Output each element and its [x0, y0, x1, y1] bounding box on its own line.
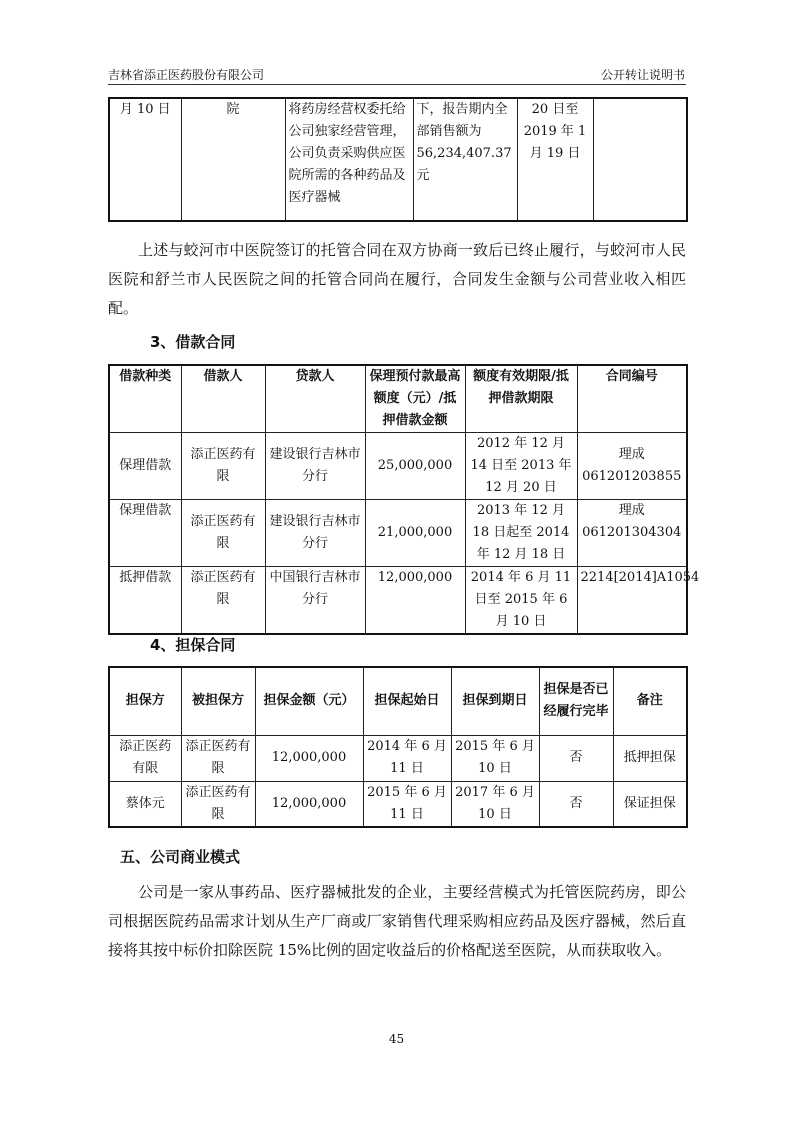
column-header: 担保起始日: [363, 667, 451, 735]
table-cell: 添正医药有限: [181, 567, 265, 635]
column-header: 担保是否已经履行完毕: [539, 667, 613, 735]
column-header: 担保到期日: [451, 667, 539, 735]
table-cell: 保理借款: [109, 433, 181, 500]
table-cell: 否: [539, 735, 613, 781]
column-header: 担保方: [109, 667, 181, 735]
trust-contract-table-continued: [108, 97, 688, 222]
table-cell: 添正医药有限: [181, 735, 255, 781]
table-cell: 保证担保: [613, 781, 687, 827]
column-header: 贷款人: [265, 365, 365, 433]
column-header: 借款种类: [109, 365, 181, 433]
table-row: [109, 567, 687, 635]
table-cell: 建设银行吉林市分行: [265, 433, 365, 500]
table-cell: 将药房经营权委托给公司独家经营管理，公司负责采购供应医院所需的各种药品及医疗器械: [285, 98, 413, 221]
column-header: 被担保方: [181, 667, 255, 735]
table-row: [109, 500, 687, 567]
table-cell: 蔡体元: [109, 781, 181, 827]
table-cell: 2214[2014]A1054: [577, 567, 687, 635]
column-header: 担保金额（元）: [255, 667, 363, 735]
table-cell: 抵押借款: [109, 567, 181, 635]
column-header: 合同编号: [577, 365, 687, 433]
table-cell: 21,000,000: [365, 500, 465, 567]
paragraph-business-model: 公司是一家从事药品、医疗器械批发的企业，主要经营模式为托管医院药房，即公司根据医院药品需求计划从生产厂商或厂家销售代理采购相应药品及医疗器械，然后直接将其按中标价扣除医院 15%比例的固定收益后的价格配送至医院，从而获取收入。: [108, 883, 686, 959]
table-cell: 2014 年 6 月 11 日: [363, 735, 451, 781]
header-rule: [108, 84, 686, 85]
table-cell: 2013 年 12 月 18 日起至 2014 年 12 月 18 日: [465, 500, 577, 567]
table-cell: 12,000,000: [255, 735, 363, 781]
table-cell: 院: [181, 98, 285, 221]
header-doc-title: 公开转让说明书: [600, 68, 685, 82]
column-header: 额度有效期限/抵押借款期限: [465, 365, 577, 433]
table-cell: 月 10 日: [109, 98, 181, 221]
table-cell: 2014 年 6 月 11 日至 2015 年 6 月 10 日: [465, 567, 577, 635]
header-company: 吉林省添正医药股份有限公司: [108, 68, 265, 82]
table-cell: 12,000,000: [255, 781, 363, 827]
table-cell: 理成 061201304304: [577, 500, 687, 567]
table-cell: 20 日至 2019 年 1 月 19 日: [517, 98, 593, 221]
table-cell: 下，报告期内全部销售额为 56,234,407.37 元: [413, 98, 517, 221]
table-cell: 2015 年 6 月 10 日: [451, 735, 539, 781]
table-cell: 抵押担保: [613, 735, 687, 781]
table-cell-empty: [593, 98, 687, 221]
table-row: [109, 735, 687, 781]
loan-contracts-table: [108, 364, 700, 635]
heading-business-model: 五、公司商业模式: [120, 848, 241, 866]
column-header: 备注: [613, 667, 687, 735]
table-cell: 添正医药有限: [181, 781, 255, 827]
table-cell: 中国银行吉林市分行: [265, 567, 365, 635]
table-cell: 添正医药有限: [109, 735, 181, 781]
table-cell: 12,000,000: [365, 567, 465, 635]
guarantee-contracts-table: [108, 666, 688, 828]
paragraph-trust-summary: 上述与蛟河市中医院签订的托管合同在双方协商一致后已终止履行，与蛟河市人民医院和舒兰市人民医院之间的托管合同尚在履行，合同发生金额与公司营业收入相匹配。: [108, 241, 686, 317]
page-number: 45: [388, 1032, 405, 1046]
heading-guarantee-contracts: 4、担保合同: [150, 636, 236, 654]
column-header: 保理预付款最高额度（元）/抵押借款金额: [365, 365, 465, 433]
table-cell: 25,000,000: [365, 433, 465, 500]
table-cell: 添正医药有限: [181, 500, 265, 567]
table-cell: 2017 年 6 月 10 日: [451, 781, 539, 827]
table-cell: 保理借款: [109, 500, 181, 567]
table-cell: 2012 年 12 月 14 日至 2013 年 12 月 20 日: [465, 433, 577, 500]
table-cell: 建设银行吉林市分行: [265, 500, 365, 567]
table-cell: 2015 年 6 月 11 日: [363, 781, 451, 827]
column-header: 借款人: [181, 365, 265, 433]
table-cell: 添正医药有限: [181, 433, 265, 500]
table-row: [109, 781, 687, 827]
table-cell: 否: [539, 781, 613, 827]
heading-loan-contracts: 3、借款合同: [150, 333, 236, 351]
table-row: [109, 433, 687, 500]
table-cell: 理成 061201203855: [577, 433, 687, 500]
